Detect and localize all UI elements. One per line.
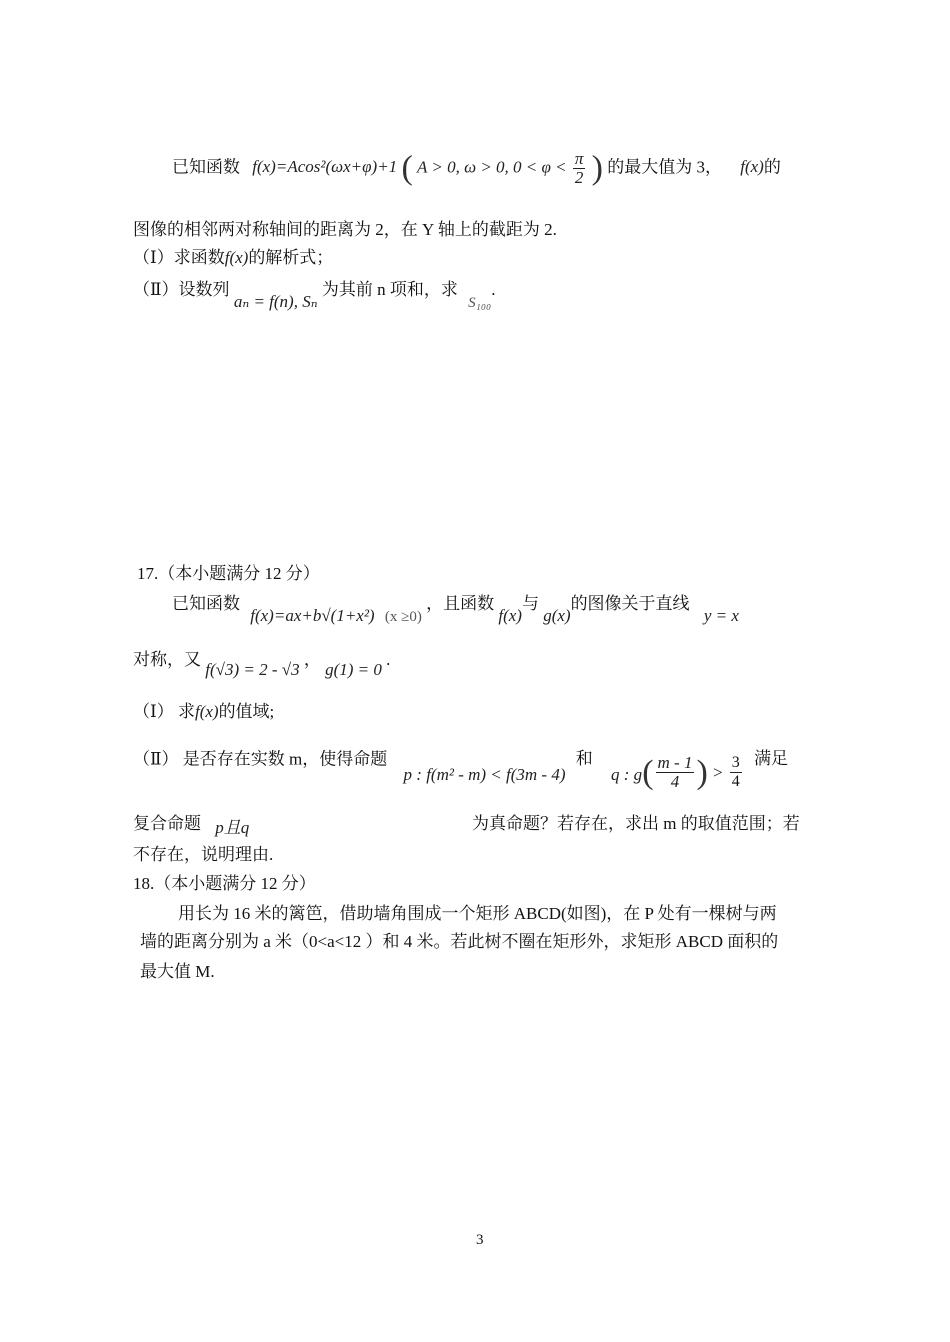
page-number: 3 bbox=[476, 1232, 484, 1248]
p17-formula: f(x)=ax+b√(1+x²) bbox=[250, 606, 375, 625]
p17-mid2: 的图像关于直线 bbox=[570, 594, 690, 613]
p16-condition: A > 0, ω > 0, 0 < φ < bbox=[417, 157, 567, 177]
p17-part1-prefix: （Ⅰ） 求 bbox=[133, 702, 195, 721]
p16-part1 bbox=[133, 246, 333, 270]
p17-fx: f(x) bbox=[498, 606, 522, 625]
p16-cond-den: 2 bbox=[574, 168, 584, 187]
p17-rhs-fraction bbox=[730, 754, 742, 791]
p16-part2 bbox=[133, 278, 496, 311]
p17-line5-suffix: 为真命题？若存在，求出 m 的取值范围；若 bbox=[472, 814, 800, 833]
p17-line5 bbox=[133, 812, 249, 836]
p17-q-lparen: ( bbox=[642, 753, 654, 791]
p17-line2-end: . bbox=[386, 650, 391, 669]
p17-q-num: m - 1 bbox=[657, 753, 693, 772]
p17-line5-prefix: 复合命题 bbox=[133, 814, 201, 833]
p17-cond2: g(1) = 0 bbox=[325, 660, 382, 679]
p16-cond-num: π bbox=[574, 149, 584, 168]
p16-after: 的最大值为 3， bbox=[607, 157, 722, 177]
p17-yu: 与 bbox=[521, 594, 539, 613]
p16-line2: 图像的相邻两对称轴间的距离为 2，在 Y 轴上的截距为 2. bbox=[133, 220, 557, 239]
p17-rhs-num: 3 bbox=[731, 754, 740, 771]
p17-line1 bbox=[172, 592, 739, 625]
p17-gt: > bbox=[712, 763, 724, 783]
p17-mid1: ，且函数 bbox=[426, 594, 495, 613]
p16-line1 bbox=[172, 150, 781, 187]
p16-part2-target: S₁₀₀ bbox=[468, 295, 492, 311]
p18-line2: 墙的距离分别为 a 米（0<a<12 ）和 4 米。若此树不圈在矩形外，求矩形 ABCD 面积的 bbox=[140, 932, 779, 951]
p16-right-paren: ) bbox=[591, 149, 603, 187]
p18-line3: 最大值 M. bbox=[140, 962, 215, 981]
p16-part2-formula: aₙ = f(n), Sₙ bbox=[233, 292, 318, 311]
p16-formula: f(x)=Acos²(ωx+φ)+1 bbox=[252, 157, 398, 177]
p17-header: 17.（本小题满分 12 分） bbox=[137, 564, 320, 583]
p16-cond-fraction bbox=[573, 150, 586, 187]
p18-header: 18.（本小题满分 12 分） bbox=[133, 874, 316, 893]
p17-part1-fx: f(x) bbox=[194, 702, 219, 721]
p17-he: 和 bbox=[575, 749, 593, 769]
p16-de: 的 bbox=[763, 157, 781, 177]
p17-compound: p且q bbox=[215, 818, 250, 837]
p16-fx: f(x) bbox=[740, 157, 764, 177]
p17-part1-suffix: 的值域; bbox=[218, 702, 275, 721]
p17-domain: (x ≥0) bbox=[384, 609, 422, 625]
p17-satisfy: 满足 bbox=[754, 749, 789, 769]
p17-line-eq: y = x bbox=[703, 606, 739, 625]
p17-line2 bbox=[133, 648, 391, 679]
p17-q-den: 4 bbox=[670, 772, 680, 791]
p16-left-paren: ( bbox=[401, 149, 413, 187]
p17-part1 bbox=[133, 700, 274, 724]
p17-line2-prefix: 对称，又 bbox=[133, 650, 201, 669]
p16-part2-end: . bbox=[491, 280, 496, 299]
p17-line6: 不存在，说明理由. bbox=[133, 845, 274, 864]
p16-part1-prefix: （Ⅰ）求函数 bbox=[133, 248, 225, 267]
p16-part1-fx: f(x) bbox=[224, 248, 249, 267]
p17-part2 bbox=[133, 742, 789, 791]
p18-line1: 用长为 16 米的篱笆，借助墙角围成一个矩形 ABCD(如图)，在 P 处有一棵树与两 bbox=[178, 904, 777, 923]
p17-rhs-den: 4 bbox=[731, 773, 740, 790]
p17-prop-p: p : f(m² - m) < f(3m - 4) bbox=[403, 765, 566, 785]
p17-prop-q: q : g bbox=[611, 765, 643, 785]
p17-q-fraction bbox=[656, 754, 695, 791]
p17-comma: ， bbox=[303, 650, 321, 669]
p17-gx: g(x) bbox=[543, 606, 571, 625]
p17-intro: 已知函数 bbox=[172, 594, 240, 613]
p16-part2-mid: 为其前 n 项和，求 bbox=[321, 280, 458, 299]
p16-intro: 已知函数 bbox=[172, 157, 240, 177]
p17-part2-prefix: （Ⅱ） 是否存在实数 m，使得命题 bbox=[133, 749, 388, 769]
p17-cond1: f(√3) = 2 - √3 bbox=[205, 660, 300, 679]
p16-part2-prefix: （Ⅱ）设数列 bbox=[133, 280, 230, 299]
p17-q-rparen: ) bbox=[696, 753, 708, 791]
p16-part1-suffix: 的解析式； bbox=[248, 248, 334, 267]
